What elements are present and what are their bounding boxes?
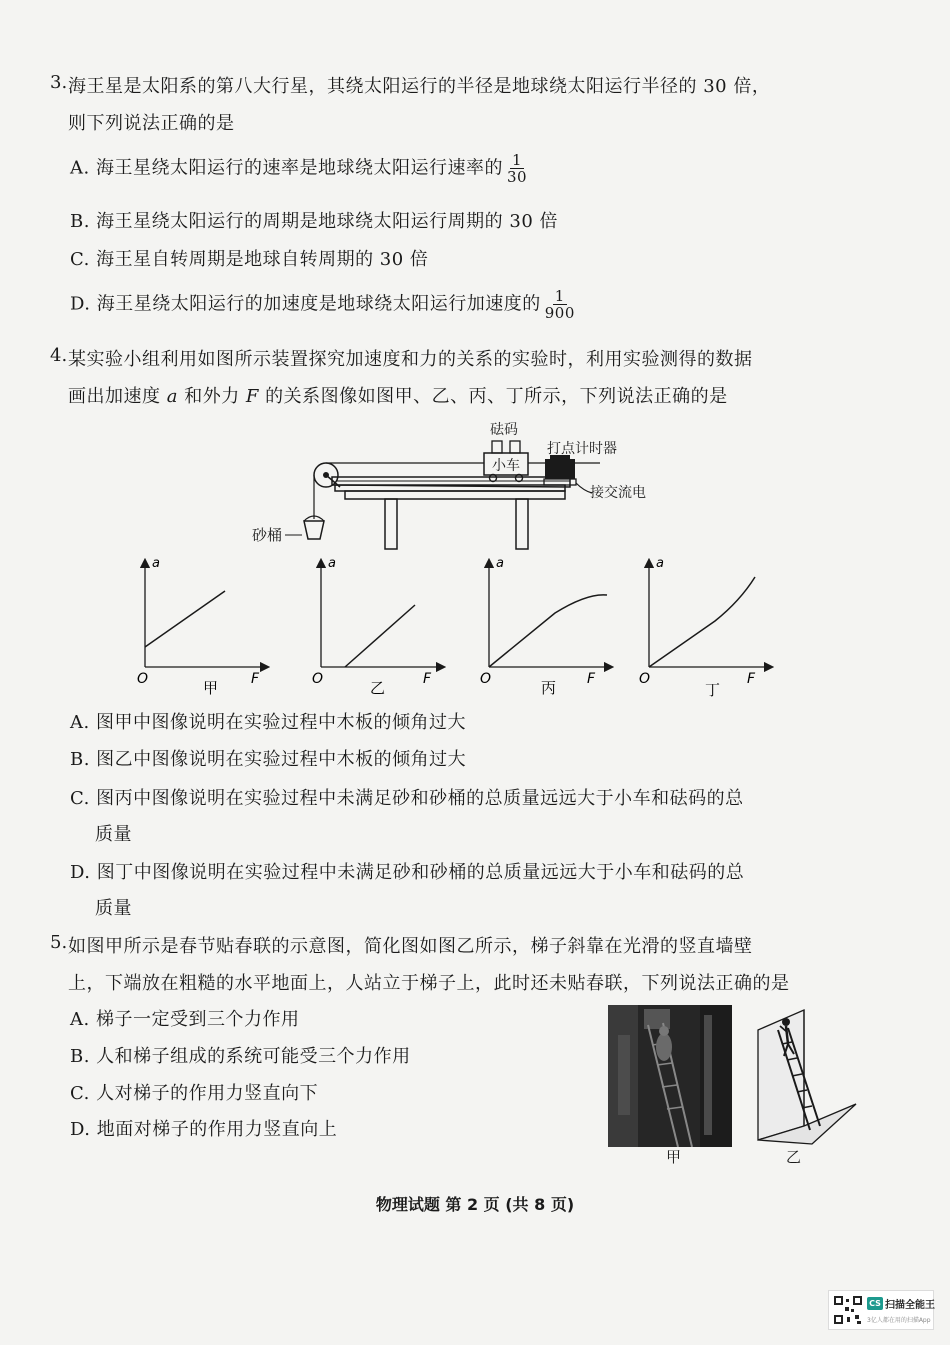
timer-label: 打点计时器 xyxy=(547,441,617,457)
q4-number: 4. xyxy=(50,345,68,366)
graph-ding-y-label: a xyxy=(656,556,664,571)
graph-bing-caption: 丙 xyxy=(541,679,557,697)
graph-jia xyxy=(137,556,265,697)
q3-option-a xyxy=(70,152,529,185)
q4-option-d-line1: D. 图丁中图像说明在实验过程中未满足砂和砂桶的总质量远远大于小车和砝码的总 xyxy=(70,862,745,883)
apparatus-diagram xyxy=(240,415,680,555)
q3-option-d-fraction: $\frac{1}{900}$ xyxy=(544,287,575,322)
q3-option-c: C. 海王星自转周期是地球自转周期的 30 倍 xyxy=(70,249,429,270)
q5-number: 5. xyxy=(50,932,68,953)
graph-yi-caption: 乙 xyxy=(370,679,386,697)
q3-number: 3. xyxy=(50,72,68,93)
scanner-subtitle: 3亿人都在用的扫描App xyxy=(867,1317,931,1324)
table-leg-right xyxy=(516,499,528,549)
graph-bing-y-label: a xyxy=(496,556,504,571)
graph-jia-origin: O xyxy=(137,671,149,687)
graph-yi-curve xyxy=(345,605,415,667)
q3-option-b: B. 海王星绕太阳运行的周期是地球绕太阳运行周期的 30 倍 xyxy=(70,211,559,232)
graph-jia-caption: 甲 xyxy=(203,679,219,697)
figure-yi-sketch xyxy=(750,1008,860,1148)
q3-option-a-fraction: $\frac{1}{30}$ xyxy=(506,151,528,186)
graph-jia-y-label: a xyxy=(152,556,160,571)
q4-stem-line2: 画出加速度 a 和外力 F 的关系图像如图甲、乙、丙、丁所示，下列说法正确的是 xyxy=(68,386,728,407)
q5-stem-line2: 上，下端放在粗糙的水平地面上，人站立于梯子上，此时还未贴春联，下列说法正确的是 xyxy=(68,973,790,994)
table-leg-left xyxy=(385,499,397,549)
q5-option-a: A. 梯子一定受到三个力作用 xyxy=(70,1009,300,1030)
bucket-label: 砂桶 xyxy=(252,526,283,544)
graph-ding-x-label: F xyxy=(747,671,756,687)
q5-option-c: C. 人对梯子的作用力竖直向下 xyxy=(70,1083,319,1104)
graph-yi-origin: O xyxy=(312,671,324,687)
graph-yi-y-label: a xyxy=(328,556,336,571)
graph-bing-x-label: F xyxy=(587,671,596,687)
graph-ding-origin: O xyxy=(639,671,651,687)
graph-jia-x-label: F xyxy=(251,671,260,687)
q4-option-c-line1: C. 图丙中图像说明在实验过程中未满足砂和砂桶的总质量远远大于小车和砝码的总 xyxy=(70,788,744,809)
figure-yi-caption: 乙 xyxy=(786,1148,802,1166)
qr-code-icon xyxy=(833,1295,863,1325)
graph-bing xyxy=(480,556,609,697)
q3-stem-line1: 海王星是太阳系的第八大行星，其绕太阳运行的半径是地球绕太阳运行半径的 30 倍， xyxy=(68,76,771,97)
graph-bing-origin: O xyxy=(480,671,492,687)
cart-label: 小车 xyxy=(492,458,520,474)
sand-bucket xyxy=(304,521,324,539)
ac-label: 接交流电 xyxy=(590,485,646,501)
graph-ding-caption: 丁 xyxy=(705,681,721,699)
graph-yi-x-label: F xyxy=(423,671,432,687)
graph-yi xyxy=(312,556,441,697)
q5-option-b: B. 人和梯子组成的系统可能受三个力作用 xyxy=(70,1046,411,1067)
q3-option-d xyxy=(70,288,577,321)
q4-option-a: A. 图甲中图像说明在实验过程中木板的倾角过大 xyxy=(70,712,466,733)
graph-jia-curve xyxy=(145,591,225,647)
table-top xyxy=(345,491,565,499)
graph-bing-curve xyxy=(489,595,607,667)
af-graphs xyxy=(125,555,785,700)
scanner-logo: CS xyxy=(867,1297,883,1310)
q4-option-b: B. 图乙中图像说明在实验过程中木板的倾角过大 xyxy=(70,749,467,770)
q5-stem-line1: 如图甲所示是春节贴春联的示意图，简化图如图乙所示，梯子斜靠在光滑的竖直墙壁 xyxy=(68,936,753,957)
q4-stem-line1: 某实验小组利用如图所示装置探究加速度和力的关系的实验时，利用实验测得的数据 xyxy=(68,349,753,370)
graph-ding-curve xyxy=(649,577,755,667)
spark-timer xyxy=(545,459,575,479)
q3-option-d-text: D. 海王星绕太阳运行的加速度是地球绕太阳运行加速度的 xyxy=(70,293,541,315)
scanner-badge xyxy=(828,1290,934,1330)
q3-stem-line2: 则下列说法正确的是 xyxy=(68,113,235,134)
weights-label: 砝码 xyxy=(490,422,518,438)
q4-option-c-line2: 质量 xyxy=(95,824,132,845)
page-footer: 物理试题 第 2 页 (共 8 页) xyxy=(375,1195,575,1214)
q5-option-d: D. 地面对梯子的作用力竖直向上 xyxy=(70,1119,338,1140)
graph-ding xyxy=(639,556,769,699)
scanner-title: 扫描全能王 xyxy=(885,1300,935,1311)
figure-jia-photo xyxy=(608,1005,732,1147)
q3-option-a-text: A. 海王星绕太阳运行的速率是地球绕太阳运行速率的 xyxy=(70,157,503,179)
weight-1 xyxy=(492,441,502,453)
q4-option-d-line2: 质量 xyxy=(95,898,132,919)
figure-jia-caption: 甲 xyxy=(666,1148,682,1166)
weight-2 xyxy=(510,441,520,453)
